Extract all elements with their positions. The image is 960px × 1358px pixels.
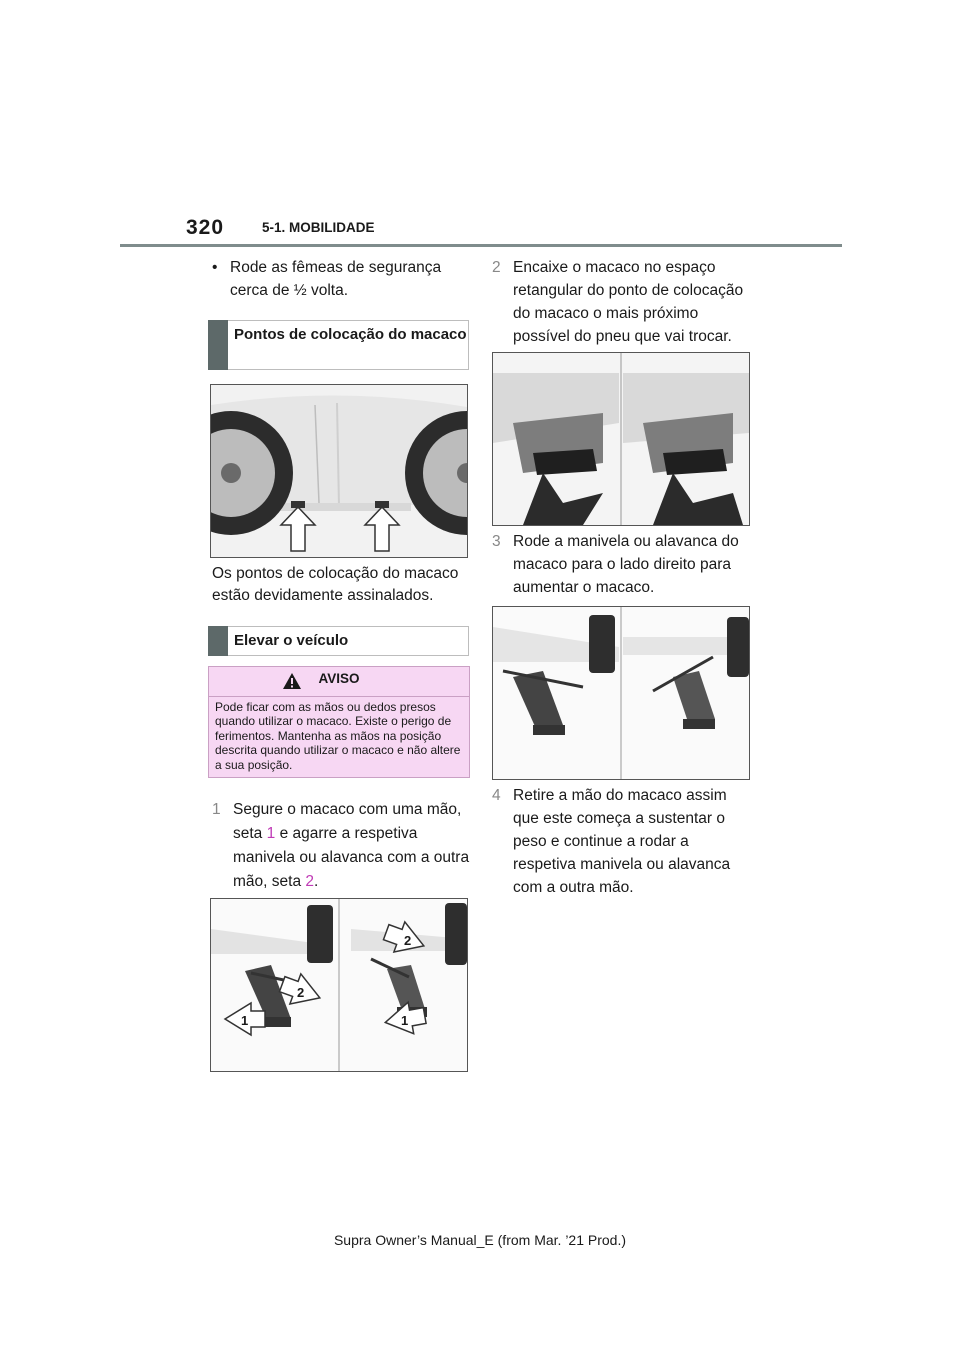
step-text-end: . — [314, 873, 319, 890]
jack-hold-illustration — [211, 899, 467, 1071]
subheading-raise-vehicle — [208, 626, 469, 656]
step-1 — [212, 798, 470, 894]
header-divider — [120, 244, 842, 247]
arrow-label-1: 1 — [401, 1013, 409, 1028]
step-number: 4 — [492, 787, 501, 804]
bullet-text: Rode as fêmeas de segurança cerca de ½ volta. — [230, 259, 442, 299]
subheading-jack-points — [208, 320, 469, 370]
step-4 — [492, 784, 752, 899]
jack-crank-illustration — [493, 607, 749, 779]
footer: Supra Owner’s Manual_E (from Mar. ’21 Prod.) — [333, 1232, 627, 1248]
section-title: 5-1. MOBILIDADE — [262, 220, 375, 235]
step-3 — [492, 530, 752, 599]
warning-divider — [209, 696, 469, 697]
step-text: Retire a mão do macaco assim que este começa a sustentar o peso e continue a rodar a respetiva manivela ou alavanca com a outra mão. — [513, 787, 731, 896]
step-number: 1 — [212, 801, 221, 818]
step-number: 2 — [492, 259, 501, 276]
figure-hold-jack — [210, 898, 468, 1072]
figure-caption: Os pontos de colocação do macaco estão devidamente assinalados. — [212, 565, 459, 604]
page-number: 320 — [186, 216, 225, 239]
step-2 — [492, 256, 752, 348]
bullet-item — [212, 256, 472, 302]
warning-title: AVISO — [318, 671, 360, 686]
subheading-text: Pontos de colocação do macaco — [234, 326, 467, 343]
arrow-label-2: 2 — [297, 985, 305, 1000]
car-side-illustration — [211, 385, 467, 557]
step-text: Segure o macaco com uma mão, seta — [233, 801, 462, 842]
subheading-text: Elevar o veículo — [234, 632, 349, 649]
bullet-dot: • — [212, 259, 218, 276]
step-number: 3 — [492, 533, 501, 550]
figure-insert-jack — [492, 352, 750, 526]
step-text: e agarre a respetiva manivela ou alavanca com a outra mão, seta — [233, 825, 470, 890]
step-text: Encaixe o macaco no espaço retangular do ponto de colocação do macaco o mais próximo possível do pneu que vai trocar. — [513, 259, 744, 345]
subheading-bar — [208, 626, 228, 656]
arrow-label-1: 1 — [241, 1013, 249, 1028]
jack-insert-illustration — [493, 353, 749, 525]
step-text: Rode a manivela ou alavanca do macaco para o lado direito para aumentar o macaco. — [513, 533, 739, 596]
arrow-ref-2: 2 — [305, 873, 314, 890]
warning-box — [208, 666, 470, 778]
subheading-bar — [208, 320, 228, 370]
arrow-ref-1: 1 — [266, 825, 276, 842]
arrow-label-2: 2 — [404, 933, 412, 948]
figure-crank-jack — [492, 606, 750, 780]
figure-jack-points — [210, 384, 468, 558]
warning-text: Pode ficar com as mãos ou dedos presos quando utilizar o macaco. Existe o perigo de ferimentos. Mantenha as mãos na posição descrita quando utilizar o macaco e não altere a sua posição. — [215, 700, 461, 772]
